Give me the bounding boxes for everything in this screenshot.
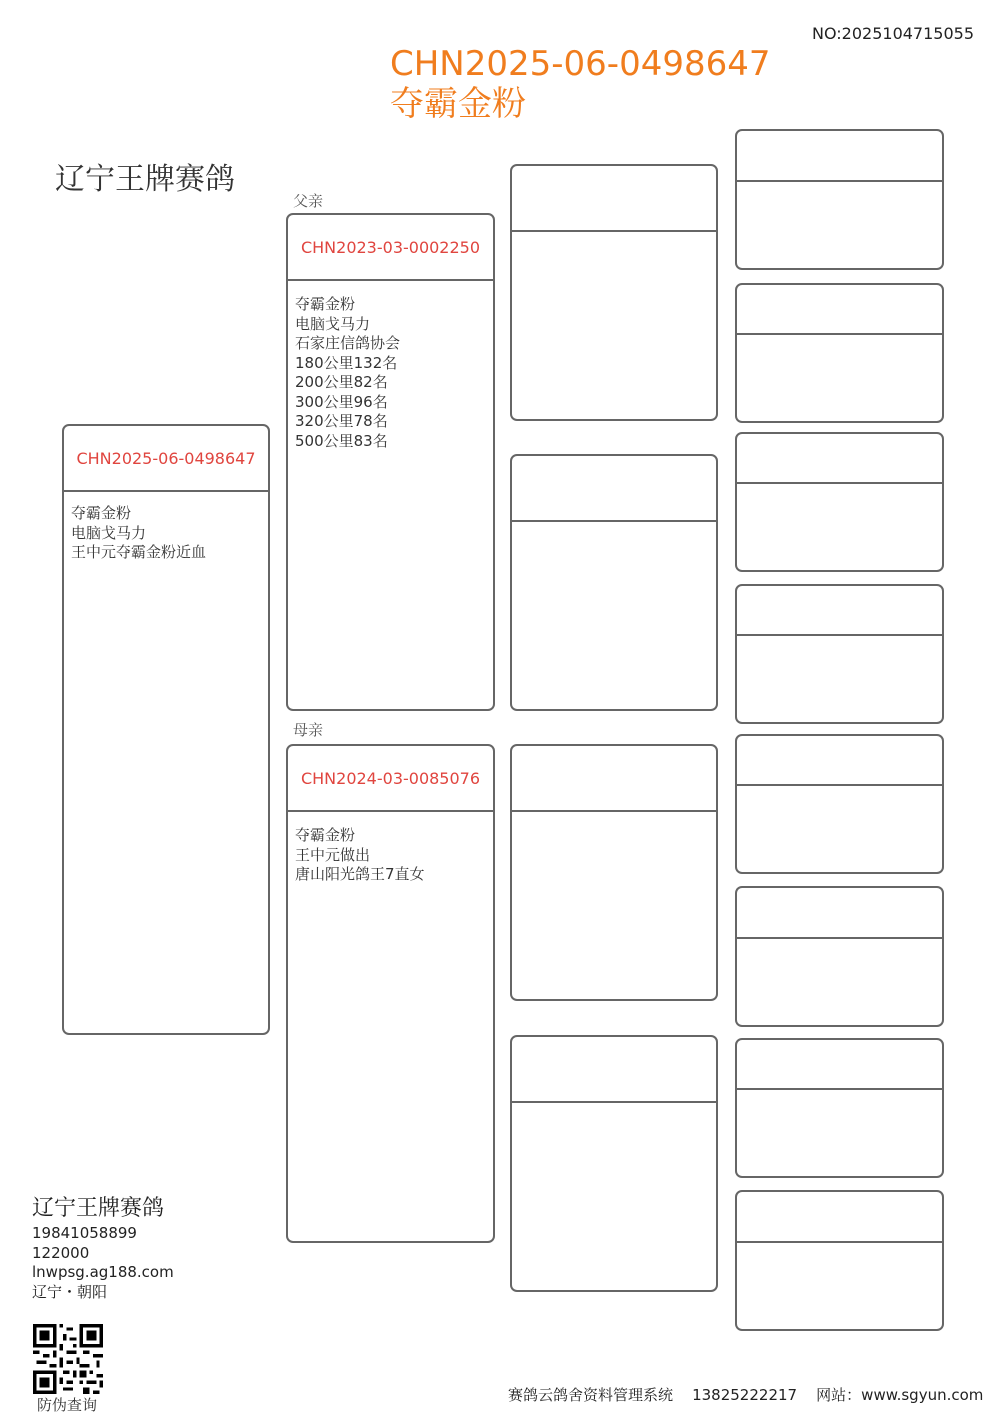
great-grandparent-card [735, 1190, 944, 1331]
main-pigeon-name: 夺霸金粉 [390, 84, 526, 124]
great-grandparent-ring [737, 285, 942, 335]
father-line: 180公里132名 [295, 353, 398, 372]
subject-line: 夺霸金粉 [71, 504, 132, 522]
great-grandparent-ring [737, 1040, 942, 1090]
great-grandparent-ring [737, 888, 942, 939]
father-line: 夺霸金粉 [295, 295, 356, 313]
subject-line: 电脑戈马力 [71, 523, 147, 542]
grandparent-ring [512, 166, 716, 232]
father-label: 父亲 [293, 192, 324, 210]
subject-ring: CHN2025-06-0498647 [64, 426, 268, 492]
subject-line: 王中元夺霸金粉近血 [71, 543, 207, 561]
great-grandparent-card [735, 1038, 944, 1178]
great-grandparent-ring [737, 736, 942, 786]
contact-location: 辽宁・朝阳 [32, 1282, 108, 1301]
contact-postcode: 122000 [32, 1243, 90, 1262]
great-grandparent-card [735, 886, 944, 1027]
great-grandparent-ring [737, 1192, 942, 1243]
grandparent-ring [512, 456, 716, 522]
mother-line: 王中元做出 [295, 845, 371, 864]
great-grandparent-ring [737, 131, 942, 182]
footer-site-label: 网站： [816, 1386, 862, 1404]
footer [508, 1384, 983, 1405]
great-grandparent-card [735, 734, 944, 874]
subject-card [62, 424, 270, 1035]
contact-name: 辽宁王牌赛鸽 [32, 1196, 165, 1221]
main-ring-number: CHN2025-06-0498647 [390, 44, 771, 84]
grandparent-card [510, 164, 718, 421]
footer-site[interactable]: www.sgyun.com [861, 1386, 984, 1404]
father-line: 320公里78名 [295, 412, 388, 430]
father-line: 200公里82名 [295, 373, 388, 391]
great-grandparent-card [735, 283, 944, 423]
qr-label: 防伪查询 [37, 1396, 98, 1414]
father-line: 电脑戈马力 [295, 314, 371, 333]
mother-label: 母亲 [293, 721, 324, 739]
father-line: 石家庄信鸽协会 [295, 334, 401, 352]
grandparent-card [510, 744, 718, 1001]
great-grandparent-card [735, 584, 944, 724]
contact-phone: 19841058899 [32, 1224, 137, 1242]
great-grandparent-card [735, 432, 944, 572]
father-notes [295, 295, 489, 451]
document-number: NO:2025104715055 [812, 24, 975, 43]
father-card [286, 213, 495, 711]
mother-notes [295, 826, 489, 885]
loft-title: 辽宁王牌赛鸽 [55, 162, 235, 197]
mother-ring: CHN2024-03-0085076 [288, 746, 493, 812]
contact-block [32, 1194, 174, 1302]
great-grandparent-card [735, 129, 944, 270]
footer-phone: 13825222217 [692, 1386, 798, 1404]
mother-line: 唐山阳光鸽王7直女 [295, 865, 425, 883]
grandparent-card [510, 454, 718, 711]
mother-line: 夺霸金粉 [295, 826, 356, 844]
qr-code-icon[interactable] [33, 1324, 103, 1394]
mother-card [286, 744, 495, 1243]
great-grandparent-ring [737, 434, 942, 484]
father-ring: CHN2023-03-0002250 [288, 215, 493, 281]
father-line: 500公里83名 [295, 431, 388, 450]
subject-notes [71, 504, 264, 563]
great-grandparent-ring [737, 586, 942, 636]
father-line: 300公里96名 [295, 392, 388, 411]
contact-website[interactable]: lnwpsg.ag188.com [32, 1263, 174, 1281]
grandparent-card [510, 1035, 718, 1292]
grandparent-ring [512, 746, 716, 812]
footer-system: 赛鸽云鸽舍资料管理系统 [508, 1386, 674, 1404]
grandparent-ring [512, 1037, 716, 1103]
